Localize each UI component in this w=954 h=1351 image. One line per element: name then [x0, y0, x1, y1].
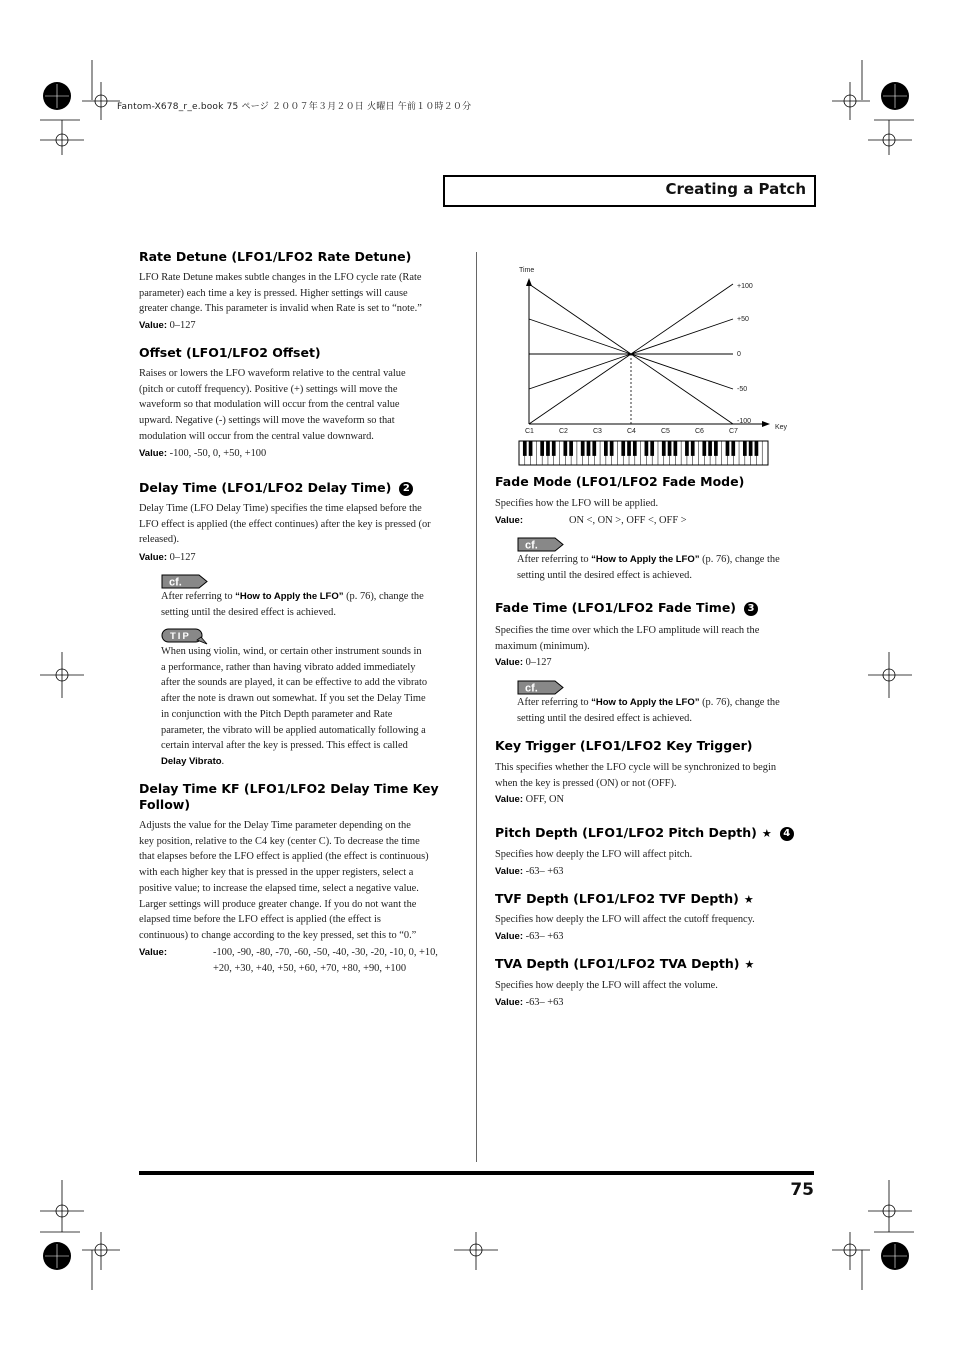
black-key: [708, 441, 712, 456]
x-tick-label: C4: [627, 428, 636, 435]
value-label: Value:: [495, 997, 523, 1008]
para-fade-mode: Specifies how the LFO will be applied.: [495, 498, 659, 509]
text-run: After referring to: [161, 591, 236, 602]
value-offset: [139, 446, 266, 462]
text-line: elapsed time before the LFO effect is applied (the effect is: [139, 914, 381, 926]
text-line: Raises or lowers the LFO waveform relative to the central value: [139, 368, 406, 379]
text-line: after the note is drawn out somewhat. If you set the Delay Time: [161, 693, 426, 705]
black-key: [604, 441, 608, 456]
y-axis-arrow: [526, 278, 532, 286]
black-key: [726, 441, 730, 456]
series-label: +50: [737, 316, 749, 323]
file-info-line: Fantom-X678_r_e.book 75 ページ ２００７年３月２０日 火曜日 午前１０時２０分: [117, 102, 472, 112]
text-line: Larger settings will produce greater change. If you do not want the: [139, 898, 417, 910]
chart-axes: [526, 278, 770, 427]
keyboard-graphic: [519, 441, 768, 465]
black-key: [650, 441, 654, 456]
para-offset: [139, 366, 406, 445]
text-line: maximum (minimum).: [495, 640, 590, 652]
y-axis-label: Time: [519, 267, 535, 274]
text-line: certain interval after the key is pressed. This effect is called: [161, 740, 408, 752]
text-line: parameter) each time a key is pressed. Higher settings will cause: [139, 287, 408, 299]
heading-tva-depth: [495, 956, 754, 973]
text-line: in conjunction with the Pitch Depth parameter and Rate: [161, 708, 393, 720]
text-run: After referring to: [517, 554, 592, 565]
black-key: [621, 441, 625, 456]
value-label: Value:: [495, 657, 523, 668]
x-tick-label: C3: [593, 428, 602, 435]
black-key: [743, 441, 747, 456]
para-rate-detune: [139, 270, 422, 317]
value-tva-depth: [495, 995, 564, 1011]
value-key-trigger: [495, 792, 564, 808]
text-line: setting until the desired effect is achieved.: [517, 712, 692, 724]
text-line: When using violin, wind, or certain other instrument sounds in: [161, 646, 422, 657]
x-tick-label: C5: [661, 428, 670, 435]
text-line: Adjusts the value for the Delay Time parameter depending on the: [139, 820, 411, 831]
footer-rule: [139, 1171, 814, 1175]
text-run: (p. 76), change the: [699, 554, 780, 565]
section-header-box: [443, 175, 816, 207]
heading-text: TVA Depth (LFO1/LFO2 TVA Depth): [495, 956, 740, 971]
value-line: +20, +30, +40, +50, +60, +70, +80, +90, +100: [213, 962, 407, 974]
black-key: [685, 441, 689, 456]
black-key: [633, 441, 637, 456]
value-label: Value:: [139, 947, 167, 958]
black-key: [673, 441, 677, 456]
value-label: Value:: [139, 448, 167, 459]
black-key: [749, 441, 753, 456]
value-text: -100, -50, 0, +50, +100: [169, 448, 267, 459]
value-pitch-depth: [495, 864, 564, 880]
heading-offset: Offset (LFO1/LFO2 Offset): [139, 345, 321, 360]
text-line: Specifies the time over which the LFO amplitude will reach the: [495, 625, 760, 636]
value-label: Value:: [495, 866, 523, 877]
cf-text-delay-time: [161, 589, 461, 620]
text-line: after the sounds are played, it can be effective to add the vibrato: [161, 677, 428, 689]
black-key: [755, 441, 759, 456]
black-key: [563, 441, 567, 456]
text-line: upward. Negative (-) settings will move the waveform so that: [139, 415, 395, 427]
key-follow-chart: [510, 260, 788, 470]
circled-number-marker: 4: [780, 827, 794, 841]
tip-text: [161, 644, 461, 770]
value-rate-detune: [139, 318, 196, 334]
value-delay-time: [139, 550, 196, 566]
cf-label: cf.: [525, 682, 538, 695]
black-key: [702, 441, 706, 456]
para-key-trigger: [495, 760, 776, 791]
x-tick-label: C6: [695, 428, 704, 435]
text-line: positive value; to increase the elapsed time, select a negative value.: [139, 882, 419, 894]
value-label: Value:: [495, 515, 523, 526]
circled-number-marker: 3: [744, 602, 758, 616]
text-line: released).: [139, 534, 180, 546]
black-key: [581, 441, 585, 456]
page-number: 75: [790, 1180, 814, 1200]
text-line: (pitch or cutoff frequency). Positive (+) settings will move the: [139, 383, 398, 395]
black-key: [627, 441, 631, 456]
text-line: setting until the desired effect is achieved.: [517, 569, 692, 581]
text-line: waveform so that modulation will occur from the central value: [139, 399, 400, 411]
black-key: [587, 441, 591, 456]
cf-text-fade-time: [517, 695, 817, 726]
cross-reference-link[interactable]: “How to Apply the LFO”: [591, 697, 700, 708]
value-fade-mode: [495, 513, 523, 529]
black-key: [714, 441, 718, 456]
value-fade-time: [495, 655, 552, 671]
text-line: with each higher key that is pressed in the upper registers, select a: [139, 867, 414, 879]
heading-line: Follow): [139, 797, 191, 812]
text-run: After referring to: [517, 697, 592, 708]
value-fade-mode-text: ON <, ON >, OFF <, OFF >: [569, 515, 687, 526]
text-line: that elapses before the LFO effect is applied (the effect is continuous): [139, 851, 429, 863]
heading-line: Delay Time KF (LFO1/LFO2 Delay Time Key: [139, 781, 439, 796]
text-run: (p. 76), change the: [343, 591, 424, 602]
black-key: [731, 441, 735, 456]
black-key: [569, 441, 573, 456]
text-run: (p. 76), change the: [699, 697, 780, 708]
value-text: -63– +63: [525, 931, 564, 942]
black-key: [691, 441, 695, 456]
value-delay-kf: [139, 945, 167, 961]
cf-text-fade-mode: [517, 552, 817, 583]
heading-text: Delay Time (LFO1/LFO2 Delay Time): [139, 480, 392, 495]
term-delay-vibrato: Delay Vibrato: [161, 755, 222, 767]
star-icon: ★: [743, 893, 754, 906]
para-fade-time: [495, 623, 759, 654]
text-line: continuous) to change according to the key pressed, set this to “0.”: [139, 929, 417, 941]
value-label: Value:: [139, 320, 167, 331]
star-icon: ★: [744, 958, 755, 971]
heading-delay-time: [139, 480, 413, 496]
value-text: -63– +63: [525, 997, 564, 1008]
section-title: Creating a Patch: [665, 180, 806, 198]
text-line: Delay Time (LFO Delay Time) specifies the time elapsed before the: [139, 503, 422, 514]
value-label: Value:: [495, 794, 523, 805]
text-line: modulation will occur from the central value downward.: [139, 430, 374, 442]
text-line: This specifies whether the LFO cycle will be synchronized to begin: [495, 762, 777, 773]
black-key: [592, 441, 596, 456]
circled-number-marker: 2: [399, 482, 413, 496]
heading-text: Fade Time (LFO1/LFO2 Fade Time): [495, 600, 737, 615]
para-delay-time: [139, 501, 431, 548]
x-axis-label: Key: [775, 424, 788, 431]
chart-labels: [519, 267, 788, 435]
para-delay-kf: [139, 818, 429, 944]
value-line: -100, -90, -80, -70, -60, -50, -40, -30, -20, -10, 0, +10,: [213, 947, 438, 958]
text-line: a performance, rather than having vibrato added immediately: [161, 661, 416, 673]
cf-label: cf.: [169, 576, 182, 589]
text-line: setting until the desired effect is achieved.: [161, 606, 336, 618]
cross-reference-link[interactable]: “How to Apply the LFO”: [235, 591, 344, 602]
black-key: [552, 441, 556, 456]
black-key: [645, 441, 649, 456]
series-label: -50: [737, 386, 748, 393]
text-line: key position, relative to the C4 key (center C). To decrease the time: [139, 835, 420, 847]
heading-text: TVF Depth (LFO1/LFO2 TVF Depth): [495, 891, 739, 906]
black-key: [668, 441, 672, 456]
black-key: [523, 441, 527, 456]
text-line: parameter, the vibrato will be applied automatically following a: [161, 724, 426, 736]
black-key: [662, 441, 666, 456]
heading-rate-detune: Rate Detune (LFO1/LFO2 Rate Detune): [139, 249, 412, 264]
column-divider: [476, 252, 477, 1162]
x-axis-arrow: [762, 421, 770, 427]
value-label: Value:: [139, 552, 167, 563]
black-key: [610, 441, 614, 456]
series-label: -100: [737, 418, 752, 425]
x-tick-label: C7: [729, 428, 738, 435]
value-text: OFF, ON: [525, 794, 565, 805]
value-text: 0–127: [169, 552, 196, 563]
value-text: 0–127: [169, 320, 196, 331]
text-run: .: [221, 755, 225, 767]
series-label: 0: [737, 351, 741, 358]
heading-text: Pitch Depth (LFO1/LFO2 Pitch Depth): [495, 825, 757, 840]
series-label: +100: [737, 283, 753, 290]
x-tick-label: C2: [559, 428, 568, 435]
star-icon: ★: [761, 827, 772, 840]
text-line: greater change. This parameter is invalid when Rate is set to “note.”: [139, 303, 422, 315]
heading-fade-mode: Fade Mode (LFO1/LFO2 Fade Mode): [495, 474, 745, 489]
black-key: [529, 441, 533, 456]
value-text: -63– +63: [525, 866, 564, 877]
cf-label: cf.: [525, 539, 538, 552]
value-label: Value:: [495, 931, 523, 942]
heading-delay-kf: [139, 781, 439, 813]
heading-tvf-depth: [495, 891, 754, 908]
heading-fade-time: [495, 600, 758, 616]
tip-label: TIP: [170, 631, 191, 642]
value-tvf-depth: [495, 929, 564, 945]
black-key: [546, 441, 550, 456]
para-tva-depth: Specifies how deeply the LFO will affect the volume.: [495, 980, 718, 991]
x-tick-label: C1: [525, 428, 534, 435]
value-text: 0–127: [525, 657, 552, 668]
para-tvf-depth: Specifies how deeply the LFO will affect the cutoff frequency.: [495, 914, 755, 925]
heading-key-trigger: Key Trigger (LFO1/LFO2 Key Trigger): [495, 738, 753, 753]
cross-reference-link[interactable]: “How to Apply the LFO”: [591, 554, 700, 565]
keyboard-frame: [519, 441, 768, 465]
value-delay-kf-list: [213, 945, 463, 976]
text-line: LFO effect is applied (the effect continues) after the key is pressed (or: [139, 518, 431, 530]
heading-pitch-depth: [495, 825, 794, 842]
text-line: LFO Rate Detune makes subtle changes in the LFO cycle rate (Rate: [139, 272, 422, 283]
para-pitch-depth: Specifies how deeply the LFO will affect pitch.: [495, 849, 693, 860]
text-line: when the key is pressed (ON) or not (OFF).: [495, 777, 677, 789]
black-key: [540, 441, 544, 456]
